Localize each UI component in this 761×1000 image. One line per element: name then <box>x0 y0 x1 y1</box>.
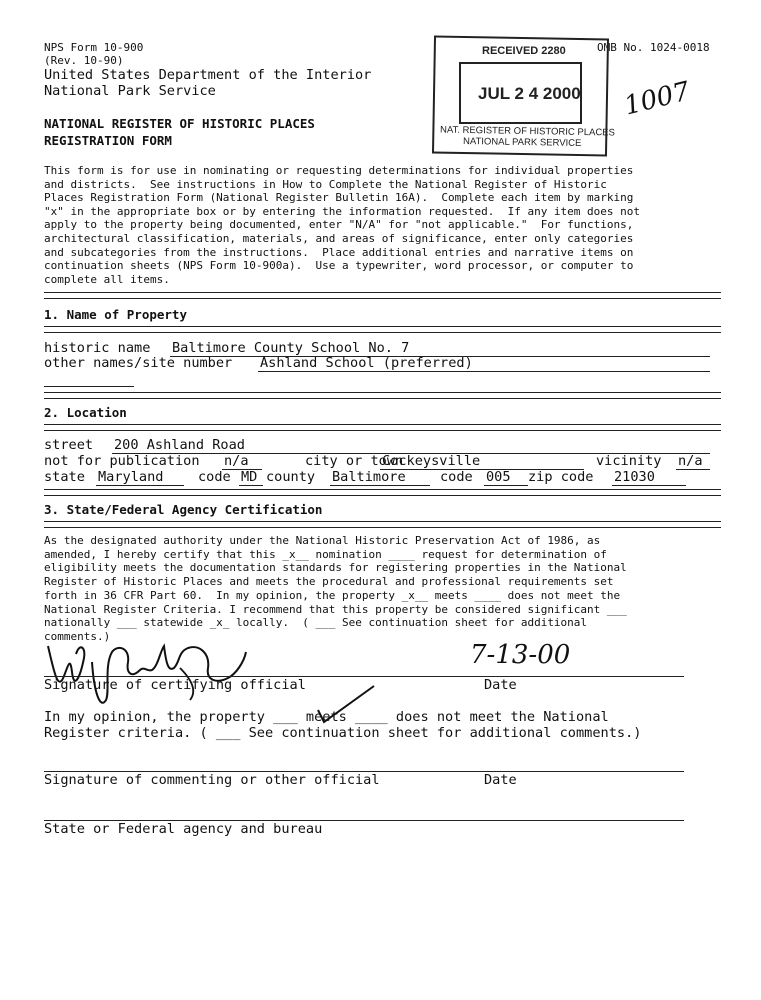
intro-line: architectural classification, materials, and areas of significance, enter only categories <box>44 232 634 245</box>
omb-number: OMB No. 1024-0018 <box>597 41 710 54</box>
intro-line: This form is for use in nominating or requesting determinations for individual properties <box>44 164 634 177</box>
divider <box>44 424 721 431</box>
city-field[interactable]: Cockeysville <box>380 453 584 470</box>
handwritten-number: 1007 <box>621 76 693 122</box>
form-title: NATIONAL REGISTER OF HISTORIC PLACES <box>44 116 315 131</box>
department-name: United States Department of the Interior <box>44 67 372 83</box>
stamp-date: JUL 2 4 2000 <box>478 84 581 103</box>
certification-line: amended, I hereby certify that this _x__ nomination ____ request for determination of <box>44 547 607 561</box>
agency-label: State or Federal agency and bureau <box>44 821 323 837</box>
not-for-publication-field[interactable]: n/a <box>222 453 262 470</box>
commenting-signature-label: Signature of commenting or other official <box>44 772 380 788</box>
stamp-received: RECEIVED 2280 <box>482 45 566 57</box>
commenting-date-label: Date <box>484 772 517 788</box>
county-code-label: code <box>440 469 473 485</box>
vicinity-label: vicinity <box>596 453 662 469</box>
intro-line: complete all items. <box>44 272 170 286</box>
certification-line: nationally ___ statewide _x_ locally. ( ___ See continuation sheet for additional <box>44 616 588 630</box>
section-1-heading: 1. Name of Property <box>44 307 187 322</box>
divider <box>44 292 721 299</box>
form-revision: (Rev. 10-90) <box>44 54 124 67</box>
historic-name-field[interactable]: Baltimore County School No. 7 <box>170 340 710 357</box>
certification-line: Register of Historic Places and meets the procedural and professional requirements set <box>44 575 614 589</box>
state-code-label: code <box>198 469 231 485</box>
field-continuation-line <box>44 386 134 387</box>
divider <box>44 489 721 496</box>
zip-code-field[interactable]: 21030 <box>612 469 686 486</box>
certifying-signature-label: Signature of certifying official <box>44 677 306 693</box>
intro-line: continuation sheets (NPS Form 10-900a). Use a typewriter, word processor, or computer to <box>44 259 634 273</box>
certification-line: forth in 36 CFR Part 60. In my opinion, the property _x__ meets ____ does not meet the <box>44 588 621 602</box>
certification-line: National Register Criteria. I recommend that this property be considered significant ___ <box>44 602 627 616</box>
form-subtitle: REGISTRATION FORM <box>44 133 172 148</box>
other-names-label: other names/site number <box>44 355 233 371</box>
street-field[interactable]: 200 Ashland Road <box>112 437 710 454</box>
certifying-signature <box>40 629 260 712</box>
form-number: NPS Form 10-900 <box>44 41 144 54</box>
historic-name-label: historic name <box>44 340 151 356</box>
county-field[interactable]: Baltimore <box>330 469 430 486</box>
intro-line: "x" in the appropriate box or by entering the information requested. If any item does not <box>44 204 641 218</box>
other-names-field[interactable]: Ashland School (preferred) <box>258 355 710 372</box>
section-2-heading: 2. Location <box>44 405 127 420</box>
certification-line: comments.) <box>44 629 111 643</box>
certifying-date-label: Date <box>484 677 517 693</box>
stamp-register-line: NAT. REGISTER OF HISTORIC PLACES <box>439 124 615 139</box>
zip-code-label: zip code <box>528 469 594 485</box>
divider <box>44 326 721 333</box>
intro-line: and districts. See instructions in How to Complete the National Register of Historic <box>44 177 607 191</box>
service-name: National Park Service <box>44 83 216 99</box>
certification-line: As the designated authority under the National Historic Preservation Act of 1986, as <box>44 534 601 547</box>
stamp-service-line: NATIONAL PARK SERVICE <box>462 135 582 150</box>
county-label: county <box>266 469 316 485</box>
intro-line: and subcategories from the instructions. Place additional entries and narrative items on <box>44 245 634 259</box>
opinion-line: Register criteria. ( ___ See continuation sheet for additional comments.) <box>44 725 642 741</box>
city-label: city or town <box>305 453 404 469</box>
divider <box>44 392 721 399</box>
state-code-field[interactable]: MD <box>239 469 263 486</box>
section-3-heading: 3. State/Federal Agency Certification <box>44 502 323 517</box>
state-field[interactable]: Maryland <box>96 469 184 486</box>
intro-line: Places Registration Form (National Register Bulletin 16A). Complete each item by marking <box>44 191 634 205</box>
state-label: state <box>44 469 85 485</box>
county-code-field[interactable]: 005 <box>484 469 528 486</box>
opinion-line: In my opinion, the property ___ meets ____ does not meet the National <box>44 709 609 725</box>
intro-line: apply to the property being documented, enter "N/A" for "not applicable." For functions, <box>44 218 634 232</box>
divider <box>44 521 721 528</box>
certification-line: eligibility meets the documentation standards for registering properties in the National <box>44 561 627 575</box>
not-for-publication-label: not for publication <box>44 453 200 469</box>
vicinity-field[interactable]: n/a <box>676 453 710 470</box>
handwritten-date: 7-13-00 <box>470 640 571 670</box>
meets-checkmark <box>314 684 378 728</box>
street-label: street <box>44 437 94 453</box>
